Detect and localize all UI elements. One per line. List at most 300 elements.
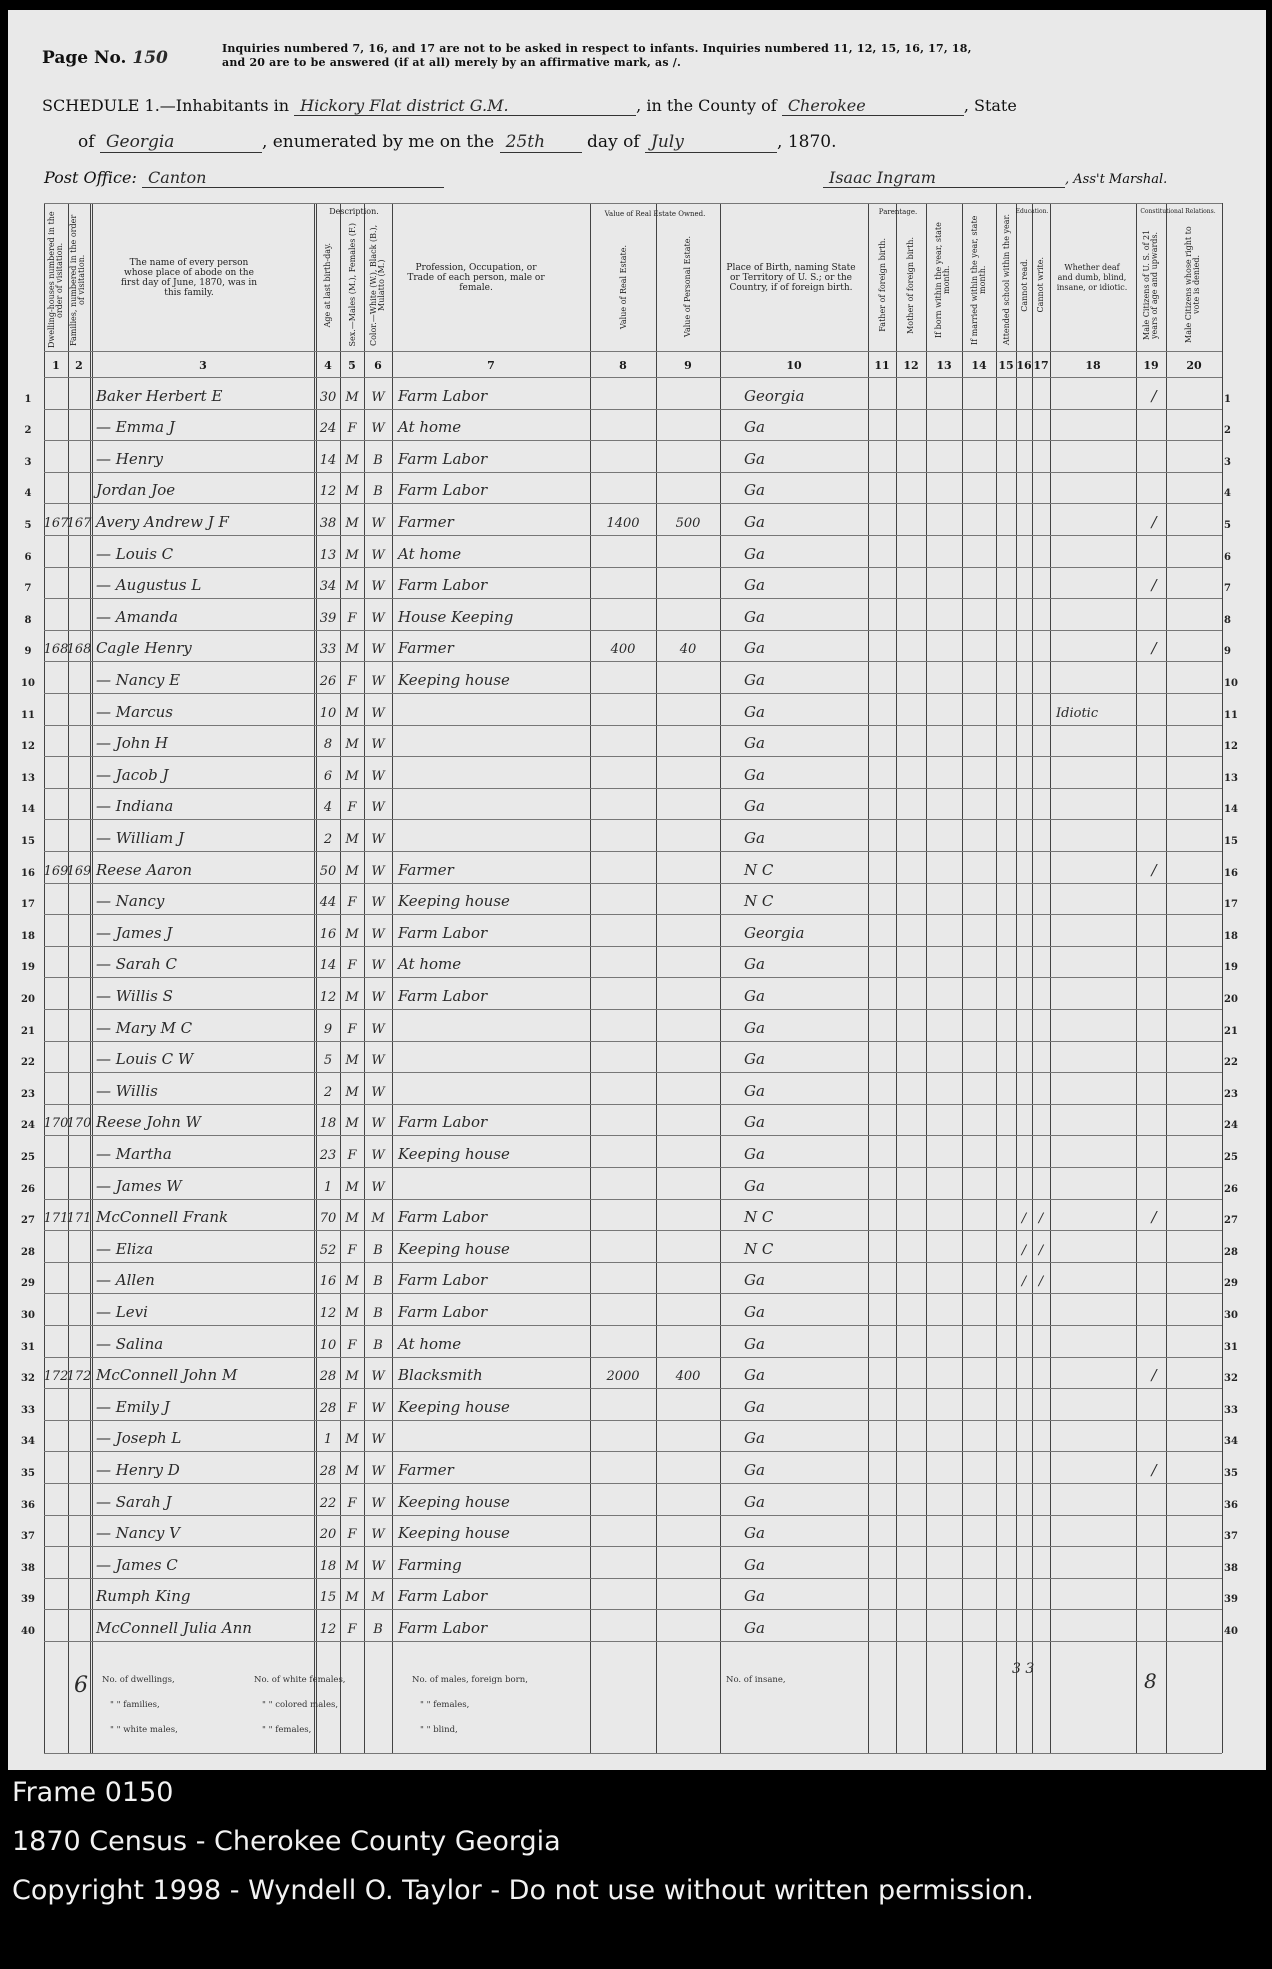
age: 24	[319, 421, 337, 437]
occupation: Keeping house	[398, 1144, 510, 1163]
citizen-mark	[1142, 819, 1166, 851]
disability	[1056, 946, 1136, 978]
real-estate-value	[592, 725, 654, 757]
sex: F	[347, 1147, 357, 1163]
disability	[1056, 535, 1136, 567]
cannot-read	[1016, 1325, 1032, 1357]
cannot-read	[1016, 661, 1032, 693]
dwelling-number	[44, 567, 68, 599]
disability	[1056, 1515, 1136, 1547]
col6-head: Color.—White (W.), Black (B.), Mulatto (M.)	[369, 224, 386, 346]
occupation: Keeping house	[398, 1492, 510, 1511]
cannot-read	[1016, 851, 1032, 883]
sex: F	[347, 1400, 357, 1416]
age: 34	[319, 579, 337, 595]
sex: F	[347, 958, 357, 974]
family-number: 168	[66, 642, 92, 658]
col5-head: Sex.—Males (M.), Females (F.)	[348, 223, 357, 347]
sex: F	[347, 1527, 357, 1543]
age: 28	[319, 1463, 337, 1479]
real-estate-value	[592, 1451, 654, 1483]
cannot-read	[1016, 567, 1032, 599]
person-name: Rumph King	[96, 1587, 191, 1606]
dwelling-number	[44, 1483, 68, 1515]
color: W	[371, 863, 385, 879]
birthplace: Ga	[744, 1050, 765, 1069]
family-number	[68, 598, 90, 630]
personal-estate-value	[658, 535, 718, 567]
census-row	[21, 851, 1238, 883]
age: 20	[319, 1527, 337, 1543]
personal-estate-value	[658, 725, 718, 757]
citizen-mark	[1142, 1420, 1166, 1452]
line-number-right: 5	[1224, 519, 1231, 531]
color: W	[371, 926, 385, 942]
family-number	[68, 693, 90, 725]
age: 50	[319, 863, 337, 879]
line-number-left: 40	[21, 1625, 35, 1637]
citizen-mark	[1142, 1104, 1166, 1136]
line-number-right: 30	[1224, 1309, 1238, 1321]
person-name: — Joseph L	[96, 1429, 182, 1448]
cannot-write	[1032, 1515, 1050, 1547]
color: W	[371, 1116, 385, 1132]
personal-estate-value	[658, 1515, 718, 1547]
citizen-mark	[1142, 1388, 1166, 1420]
birthplace: Ga	[744, 797, 765, 816]
caption-title: 1870 Census - Cherokee County Georgia	[12, 1826, 561, 1857]
sex: M	[345, 1432, 359, 1448]
disability	[1056, 851, 1136, 883]
occupation: Farm Labor	[398, 1113, 488, 1132]
occupation: Farmer	[398, 1460, 454, 1479]
occupation: At home	[398, 418, 462, 437]
person-name: Avery Andrew J F	[96, 512, 229, 531]
cannot-read	[1016, 914, 1032, 946]
cannot-write	[1032, 1420, 1050, 1452]
birthplace: Ga	[744, 1334, 765, 1353]
line-number-right: 23	[1224, 1088, 1238, 1100]
real-estate-value	[592, 1609, 654, 1641]
personal-estate-value	[658, 1167, 718, 1199]
disability	[1056, 1072, 1136, 1104]
sex: M	[345, 737, 359, 753]
colnum-16: 16	[1016, 358, 1032, 372]
line-number-left: 6	[24, 551, 32, 563]
sex: M	[345, 1116, 359, 1132]
personal-estate-value	[658, 567, 718, 599]
line-number-right: 36	[1224, 1499, 1238, 1511]
person-name: McConnell John M	[96, 1366, 238, 1385]
birthplace: N C	[744, 892, 774, 911]
citizen-mark	[1142, 1230, 1166, 1262]
person-name: — Emma J	[96, 418, 175, 437]
birthplace: Ga	[744, 1302, 765, 1321]
personal-estate-value	[658, 977, 718, 1009]
occupation: Farm Labor	[398, 449, 488, 468]
census-row	[24, 535, 1231, 567]
census-row	[21, 1578, 1238, 1610]
personal-estate-value	[658, 598, 718, 630]
real-estate-value	[592, 1388, 654, 1420]
citizen-mark	[1142, 661, 1166, 693]
occupation: Farming	[398, 1555, 462, 1574]
cannot-read	[1016, 377, 1032, 409]
census-row	[21, 1388, 1238, 1420]
line-number-left: 20	[21, 993, 35, 1005]
family-number: 169	[66, 863, 92, 879]
cannot-read	[1016, 977, 1032, 1009]
line-number-right: 12	[1224, 741, 1238, 753]
page-number-value: 150	[132, 48, 168, 68]
cannot-write	[1032, 725, 1050, 757]
cannot-read	[1016, 1451, 1032, 1483]
color: W	[371, 642, 385, 658]
disability	[1056, 883, 1136, 915]
colnum-6: 6	[374, 358, 382, 372]
cannot-read	[1016, 1041, 1032, 1073]
real-estate-value	[592, 1546, 654, 1578]
birthplace: Ga	[744, 1555, 765, 1574]
citizen-mark	[1142, 693, 1166, 725]
census-row	[21, 1293, 1238, 1325]
person-name: — William J	[96, 828, 185, 847]
cannot-write	[1032, 535, 1050, 567]
col2-head: Families, numbered in the order of visitation.	[69, 214, 86, 346]
cannot-write	[1032, 1325, 1050, 1357]
birthplace: Ga	[744, 702, 765, 721]
dwelling-number: 168	[43, 642, 69, 658]
family-number: 172	[66, 1369, 92, 1385]
cannot-read	[1016, 1420, 1032, 1452]
disability	[1056, 1230, 1136, 1262]
person-name: Baker Herbert E	[96, 386, 223, 405]
real-estate-value	[592, 1009, 654, 1041]
color: W	[371, 1558, 385, 1574]
person-name: — Willis	[96, 1081, 158, 1100]
occupation: Keeping house	[398, 670, 510, 689]
post-office-line	[44, 168, 444, 188]
occupation: Keeping house	[398, 892, 510, 911]
line-number-right: 26	[1224, 1183, 1238, 1195]
dwelling-number	[44, 598, 68, 630]
family-number	[68, 1483, 90, 1515]
family-number	[68, 377, 90, 409]
birthplace: N C	[744, 1208, 774, 1227]
cannot-write	[1032, 409, 1050, 441]
census-row	[21, 1262, 1238, 1294]
real-estate-value	[592, 377, 654, 409]
disability	[1056, 1546, 1136, 1578]
cannot-write: /	[1038, 1274, 1044, 1290]
family-number	[68, 1578, 90, 1610]
person-name: — Jacob J	[96, 765, 169, 784]
age: 23	[319, 1147, 337, 1163]
sex: F	[347, 1242, 357, 1258]
cannot-write	[1032, 977, 1050, 1009]
occupation: Farm Labor	[398, 986, 488, 1005]
disability	[1056, 1420, 1136, 1452]
personal-estate-value	[658, 1009, 718, 1041]
age: 16	[319, 1274, 337, 1290]
citizen-mark	[1142, 1041, 1166, 1073]
citizen-mark	[1142, 535, 1166, 567]
age: 15	[319, 1590, 337, 1606]
dwelling-number: 171	[43, 1211, 69, 1227]
cannot-write	[1032, 1388, 1050, 1420]
person-name: — Nancy E	[96, 670, 181, 689]
dwelling-number	[44, 472, 68, 504]
birthplace: Ga	[744, 449, 765, 468]
line-number-left: 14	[21, 804, 35, 816]
sex: F	[347, 421, 357, 437]
birthplace: Ga	[744, 639, 765, 658]
cannot-read	[1016, 440, 1032, 472]
family-number	[68, 1135, 90, 1167]
family-number	[68, 661, 90, 693]
birthplace: Ga	[744, 1618, 765, 1637]
disability	[1056, 725, 1136, 757]
cannot-read	[1016, 883, 1032, 915]
citizen-mark	[1142, 598, 1166, 630]
census-row	[21, 914, 1238, 946]
colnum-9: 9	[684, 358, 692, 372]
schedule-label: SCHEDULE 1.—Inhabitants in	[42, 96, 290, 115]
person-name: — Nancy V	[96, 1524, 180, 1543]
sex: M	[345, 831, 359, 847]
females: " " females,	[420, 1700, 470, 1710]
cannot-read	[1016, 409, 1032, 441]
dwelling-number	[44, 1167, 68, 1199]
age: 9	[323, 1021, 333, 1037]
district: Hickory Flat district G.M.	[294, 96, 636, 116]
census-row	[21, 1357, 1238, 1389]
cannot-write	[1032, 851, 1050, 883]
disability	[1056, 1451, 1136, 1483]
color: W	[371, 1495, 385, 1511]
family-number	[68, 1167, 90, 1199]
line-number-left: 19	[21, 962, 35, 974]
sex: M	[345, 515, 359, 531]
grid-hline	[44, 351, 1222, 352]
dwellings-tally: 6	[74, 1673, 88, 1698]
line-number-left: 35	[21, 1467, 35, 1479]
color: W	[371, 515, 385, 531]
colnum-5: 5	[348, 358, 356, 372]
sex: M	[345, 389, 359, 405]
age: 26	[319, 673, 337, 689]
real-estate-value	[592, 598, 654, 630]
colnum-14: 14	[971, 358, 987, 372]
cannot-read	[1016, 1167, 1032, 1199]
sex: F	[347, 1337, 357, 1353]
census-row	[21, 1104, 1238, 1136]
census-row	[21, 1546, 1238, 1578]
occupation	[398, 819, 588, 851]
age: 1	[323, 1179, 333, 1195]
line-number-left: 8	[24, 614, 32, 626]
line-number-left: 9	[24, 646, 32, 658]
line-number-left: 24	[21, 1120, 35, 1132]
census-row	[24, 567, 1231, 599]
real-estate-value	[592, 1072, 654, 1104]
disability	[1056, 377, 1136, 409]
real-estate-value	[592, 1515, 654, 1547]
families: " " families,	[110, 1700, 160, 1710]
birthplace: Ga	[744, 1587, 765, 1606]
disability: Idiotic	[1056, 705, 1099, 721]
person-name: McConnell Frank	[96, 1208, 229, 1227]
citizen-mark	[1142, 1262, 1166, 1294]
line-number-right: 13	[1224, 772, 1238, 784]
census-row	[21, 725, 1238, 757]
line-number-left: 15	[21, 835, 35, 847]
line-number-right: 14	[1224, 804, 1238, 816]
citizen-mark	[1142, 1072, 1166, 1104]
cannot-write	[1032, 1009, 1050, 1041]
real-estate-value	[592, 1135, 654, 1167]
cannot-read	[1016, 1483, 1032, 1515]
birthplace: Ga	[744, 670, 765, 689]
age: 13	[319, 547, 337, 563]
county: Cherokee	[782, 96, 964, 116]
citizen-mark	[1142, 914, 1166, 946]
line-number-left: 21	[21, 1025, 35, 1037]
line-number-left: 1	[24, 393, 32, 405]
personal-estate-value	[658, 661, 718, 693]
line-number-right: 6	[1224, 551, 1231, 563]
age: 28	[319, 1369, 337, 1385]
disability	[1056, 1357, 1136, 1389]
color: W	[371, 800, 385, 816]
personal-estate-value	[658, 440, 718, 472]
line-number-right: 8	[1224, 614, 1231, 626]
cannot-read	[1016, 756, 1032, 788]
census-row	[21, 788, 1238, 820]
occupation: Keeping house	[398, 1239, 510, 1258]
census-row	[24, 440, 1231, 472]
line-number-right: 35	[1224, 1467, 1238, 1479]
dwelling-number	[44, 1293, 68, 1325]
color: W	[371, 610, 385, 626]
colnum-18: 18	[1085, 358, 1101, 372]
citizen-mark: /	[1151, 639, 1157, 658]
birthplace: Ga	[744, 1018, 765, 1037]
census-row	[21, 1451, 1238, 1483]
personal-estate-value	[658, 1388, 718, 1420]
family-number	[68, 819, 90, 851]
month: July	[645, 132, 777, 153]
real-estate-value	[592, 535, 654, 567]
age: 14	[319, 958, 337, 974]
personal-estate-value: 500	[675, 515, 701, 531]
age: 6	[323, 768, 333, 784]
white-males: " " white males,	[110, 1725, 178, 1735]
enumerated-label: , enumerated by me on the	[261, 132, 495, 152]
color: B	[373, 1274, 383, 1290]
occupation	[398, 1009, 588, 1041]
disability	[1056, 598, 1136, 630]
dwelling-number	[44, 1451, 68, 1483]
sex: F	[347, 673, 357, 689]
color: W	[371, 1084, 385, 1100]
birthplace: Ga	[744, 1460, 765, 1479]
census-row	[21, 946, 1238, 978]
color: B	[373, 484, 383, 500]
age: 12	[319, 1621, 337, 1637]
sex: M	[345, 1053, 359, 1069]
family-number	[68, 472, 90, 504]
citizen-mark	[1142, 725, 1166, 757]
citizen-mark	[1142, 1293, 1166, 1325]
family-number	[68, 409, 90, 441]
cannot-write	[1032, 1357, 1050, 1389]
sex: M	[345, 989, 359, 1005]
dwelling-number	[44, 1420, 68, 1452]
person-name: — Nancy	[96, 892, 165, 911]
cannot-read	[1016, 1578, 1032, 1610]
line-number-left: 7	[24, 583, 32, 595]
age: 33	[319, 642, 337, 658]
occupation: House Keeping	[398, 607, 514, 626]
person-name: — Willis S	[96, 986, 173, 1005]
schedule-line	[42, 96, 1017, 116]
personal-estate-value	[658, 1578, 718, 1610]
sex: F	[347, 1021, 357, 1037]
line-number-right: 10	[1224, 677, 1238, 689]
colored-males: " " colored males,	[262, 1700, 339, 1710]
col10-head: Place of Birth, naming State or Territory of U. S.; or the Country, if of foreign birth.	[726, 263, 856, 293]
family-number	[68, 1009, 90, 1041]
colnum-15: 15	[998, 358, 1014, 372]
year: , 1870.	[777, 132, 837, 152]
cannot-write	[1032, 1167, 1050, 1199]
person-name: Cagle Henry	[96, 639, 192, 658]
age: 39	[319, 610, 337, 626]
citizen-mark	[1142, 1325, 1166, 1357]
age: 70	[319, 1211, 337, 1227]
personal-estate-value	[658, 946, 718, 978]
census-row	[21, 693, 1238, 725]
age: 22	[319, 1495, 337, 1511]
cannot-read	[1016, 1388, 1032, 1420]
county-label: , in the County of	[636, 96, 777, 115]
personal-estate-value	[658, 883, 718, 915]
disability	[1056, 914, 1136, 946]
dwelling-number	[44, 756, 68, 788]
birthplace: Ga	[744, 1271, 765, 1290]
col20-head: Male Citizens whose right to vote is denied.	[1184, 226, 1201, 344]
cannot-read	[1016, 1072, 1032, 1104]
sex: M	[345, 547, 359, 563]
family-number	[68, 725, 90, 757]
person-name: — Allen	[96, 1271, 155, 1290]
real-estate-value	[592, 977, 654, 1009]
birthplace: Ga	[744, 1176, 765, 1195]
line-number-left: 39	[21, 1594, 35, 1606]
census-row	[21, 1041, 1238, 1073]
color: W	[371, 1432, 385, 1448]
family-number	[68, 1041, 90, 1073]
family-number	[68, 1293, 90, 1325]
citizen-mark	[1142, 883, 1166, 915]
cannot-read	[1016, 693, 1032, 725]
colnum-13: 13	[936, 358, 952, 372]
family-number	[68, 1325, 90, 1357]
line-number-right: 20	[1224, 993, 1238, 1005]
frame-label: Frame 0150	[12, 1777, 174, 1808]
occupation	[398, 725, 588, 757]
